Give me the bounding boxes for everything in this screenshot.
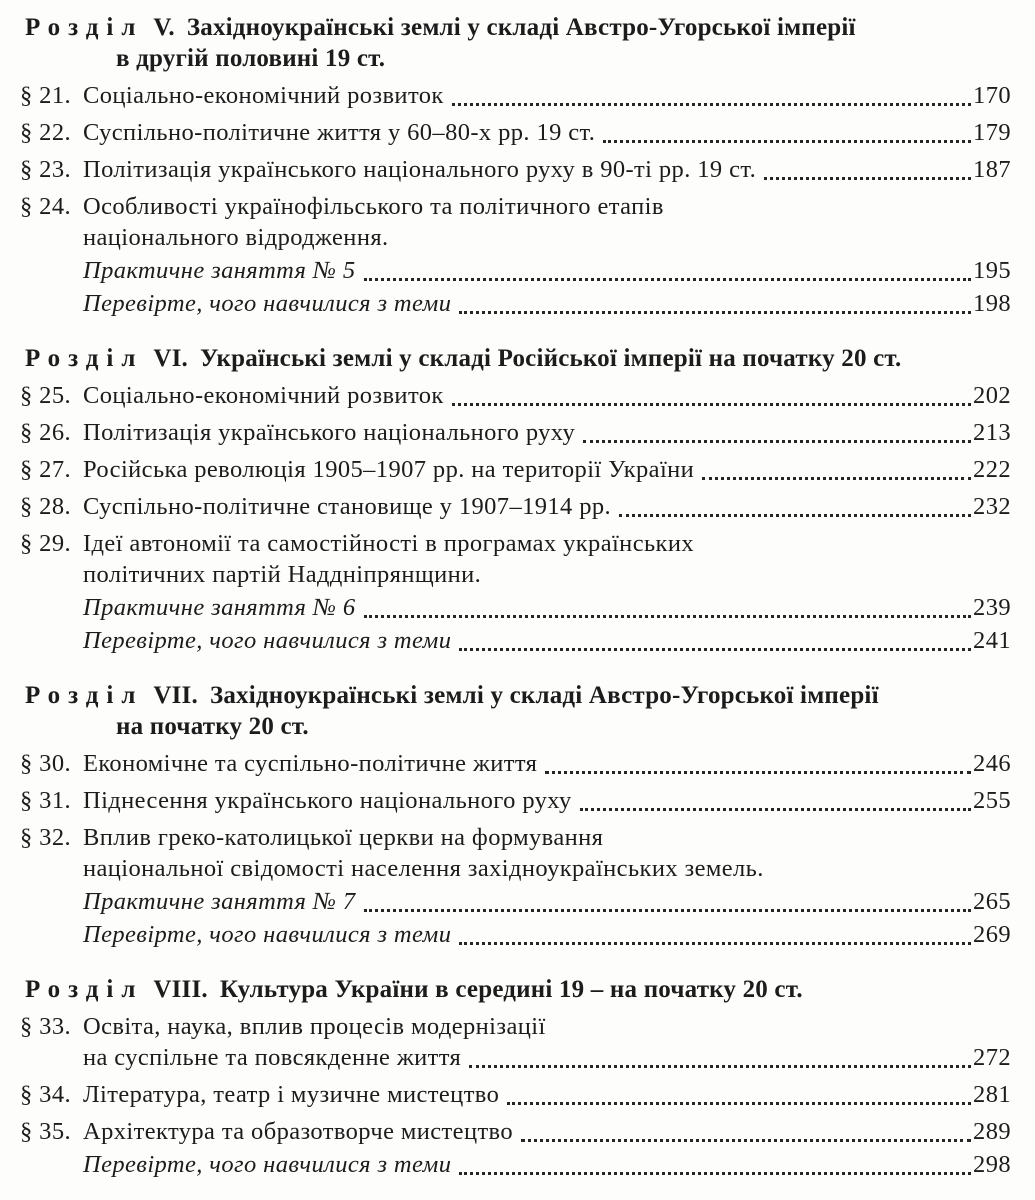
entry-number: § 28. bbox=[20, 493, 71, 520]
toc-entry-line bbox=[20, 560, 1011, 590]
entry-page-number: 265 bbox=[973, 888, 1011, 915]
entry-number: § 27. bbox=[20, 456, 71, 483]
entry-page-number: 187 bbox=[973, 156, 1011, 183]
dot-leader bbox=[507, 1102, 971, 1105]
dot-leader bbox=[521, 1139, 971, 1142]
entry-page-number: 289 bbox=[973, 1118, 1011, 1145]
section-heading-numeral: VIII. bbox=[153, 976, 208, 1003]
toc-entry-line bbox=[20, 1117, 1011, 1147]
entry-page-number: 202 bbox=[973, 382, 1011, 409]
toc-entry-line bbox=[20, 626, 1011, 656]
toc-entry-line bbox=[20, 192, 1011, 222]
entry-page-number: 239 bbox=[973, 594, 1011, 621]
dot-leader bbox=[603, 140, 971, 143]
entry-number: § 26. bbox=[20, 419, 71, 446]
toc-entry-line bbox=[20, 118, 1011, 148]
entry-title: національного відродження. bbox=[83, 224, 389, 251]
section-heading-line bbox=[25, 974, 1011, 1005]
toc-entry-line bbox=[20, 854, 1011, 884]
entry-number: § 31. bbox=[20, 787, 71, 814]
dot-leader bbox=[469, 1065, 971, 1068]
dot-leader bbox=[580, 808, 971, 811]
entry-title: Суспільно-політичне становище у 1907–1914 рр. bbox=[83, 493, 612, 520]
dot-leader bbox=[619, 514, 971, 517]
entry-number: § 23. bbox=[20, 156, 71, 183]
section-heading-line bbox=[25, 12, 1011, 43]
toc-entry-line bbox=[20, 593, 1011, 623]
entry-page-number: 272 bbox=[973, 1044, 1011, 1071]
toc-section bbox=[20, 12, 1011, 319]
section-heading-line: в другій половині 19 ст. bbox=[116, 45, 386, 72]
entry-title: Соціально-економічний розвиток bbox=[83, 382, 444, 409]
entry-title: Вплив греко-католицької церкви на формування bbox=[83, 824, 604, 851]
entry-title: на суспільне та повсякденне життя bbox=[83, 1044, 462, 1071]
entry-title: Особливості українофільського та політичного етапів bbox=[83, 193, 664, 220]
section-heading-word: Розділ bbox=[25, 976, 144, 1003]
entry-number: § 22. bbox=[20, 119, 71, 146]
entry-title: Російська революція 1905–1907 рр. на території України bbox=[83, 456, 695, 483]
entry-title: Піднесення українського національного руху bbox=[83, 787, 572, 814]
toc-entry-line bbox=[20, 920, 1011, 950]
entry-title: Суспільно-політичне життя у 60–80-х рр. 19 ст. bbox=[83, 119, 596, 146]
section-heading bbox=[25, 680, 1011, 742]
dot-leader bbox=[364, 909, 972, 912]
dot-leader bbox=[459, 648, 971, 651]
entry-title: Архітектура та образотворче мистецтво bbox=[83, 1118, 514, 1145]
toc-entry-line bbox=[20, 887, 1011, 917]
entry-page-number: 246 bbox=[973, 750, 1011, 777]
toc-entry-line bbox=[20, 529, 1011, 559]
section-heading-title: Культура України в середині 19 – на початку 20 ст. bbox=[219, 976, 803, 1003]
section-heading-title: Українські землі у складі Російської імперії на початку 20 ст. bbox=[200, 345, 902, 372]
toc-entry-line bbox=[20, 455, 1011, 485]
toc-section bbox=[20, 343, 1011, 656]
entry-title: Ідеї автономії та самостійності в програмах українських bbox=[83, 530, 695, 557]
entry-title: національної свідомості населення західноукраїнських земель. bbox=[83, 855, 764, 882]
toc-entry-line bbox=[20, 1043, 1011, 1073]
entry-title: Економічне та суспільно-політичне життя bbox=[83, 750, 538, 777]
entry-number: § 29. bbox=[20, 530, 71, 557]
entry-title: Політизація українського національного руху bbox=[83, 419, 576, 446]
section-heading-word: Розділ bbox=[25, 682, 144, 709]
dot-leader bbox=[764, 177, 971, 180]
toc-entry-line bbox=[20, 492, 1011, 522]
entry-page-number: 222 bbox=[973, 456, 1011, 483]
entry-number: § 21. bbox=[20, 82, 71, 109]
entry-title: Перевірте, чого навчилися з теми bbox=[83, 627, 452, 654]
entry-page-number: 232 bbox=[973, 493, 1011, 520]
toc-entry-line bbox=[20, 1012, 1011, 1042]
entry-page-number: 179 bbox=[973, 119, 1011, 146]
section-heading-line bbox=[25, 680, 1011, 711]
entry-title: Політизація українського національного руху в 90-ті рр. 19 ст. bbox=[83, 156, 757, 183]
entry-number: § 32. bbox=[20, 824, 71, 851]
toc-entry-line bbox=[20, 823, 1011, 853]
entry-page-number: 170 bbox=[973, 82, 1011, 109]
section-heading bbox=[25, 343, 1011, 374]
toc-entry-line bbox=[20, 1150, 1011, 1180]
toc-section bbox=[20, 974, 1011, 1180]
dot-leader bbox=[452, 103, 971, 106]
entry-title: Практичне заняття № 6 bbox=[83, 594, 356, 621]
entry-number: § 34. bbox=[20, 1081, 71, 1108]
toc-entry-line bbox=[20, 749, 1011, 779]
section-heading bbox=[25, 974, 1011, 1005]
dot-leader bbox=[364, 615, 972, 618]
toc-entry-line bbox=[20, 381, 1011, 411]
section-heading-numeral: V. bbox=[153, 14, 175, 41]
entry-title: Освіта, наука, вплив процесів модернізації bbox=[83, 1013, 546, 1040]
entry-page-number: 195 bbox=[973, 257, 1011, 284]
entry-page-number: 281 bbox=[973, 1081, 1011, 1108]
entry-title: Перевірте, чого навчилися з теми bbox=[83, 290, 452, 317]
section-heading-line bbox=[25, 343, 1011, 374]
entry-title: Практичне заняття № 7 bbox=[83, 888, 356, 915]
entry-page-number: 241 bbox=[973, 627, 1011, 654]
toc-entry-line bbox=[20, 289, 1011, 319]
entry-page-number: 255 bbox=[973, 787, 1011, 814]
toc-entry-line bbox=[20, 223, 1011, 253]
section-heading-title: Західноукраїнські землі у складі Австро-Угорської імперії bbox=[186, 14, 856, 41]
dot-leader bbox=[459, 942, 971, 945]
dot-leader bbox=[452, 403, 971, 406]
dot-leader bbox=[459, 311, 971, 314]
dot-leader bbox=[459, 1172, 971, 1175]
entry-page-number: 298 bbox=[973, 1151, 1011, 1178]
dot-leader bbox=[545, 771, 971, 774]
entry-title: Соціально-економічний розвиток bbox=[83, 82, 444, 109]
entry-number: § 24. bbox=[20, 193, 71, 220]
section-heading-title: Західноукраїнські землі у складі Австро-Угорської імперії bbox=[209, 682, 879, 709]
section-heading-numeral: VII. bbox=[153, 682, 198, 709]
entry-page-number: 269 bbox=[973, 921, 1011, 948]
dot-leader bbox=[364, 278, 972, 281]
entry-title: Перевірте, чого навчилися з теми bbox=[83, 1151, 452, 1178]
entry-number: § 33. bbox=[20, 1013, 71, 1040]
dot-leader bbox=[583, 440, 971, 443]
entry-page-number: 198 bbox=[973, 290, 1011, 317]
dot-leader bbox=[702, 477, 971, 480]
toc-entry-line bbox=[20, 786, 1011, 816]
entry-page-number: 213 bbox=[973, 419, 1011, 446]
entry-number: § 30. bbox=[20, 750, 71, 777]
toc-entry-line bbox=[20, 81, 1011, 111]
entry-title: політичних партій Наддніпрянщини. bbox=[83, 561, 482, 588]
section-heading-word: Розділ bbox=[25, 14, 144, 41]
toc-entry-line bbox=[20, 418, 1011, 448]
toc-entry-line bbox=[20, 155, 1011, 185]
toc-entry-line bbox=[20, 1080, 1011, 1110]
toc-section bbox=[20, 680, 1011, 950]
section-heading-numeral: VI. bbox=[153, 345, 189, 372]
section-heading-line: на початку 20 ст. bbox=[116, 713, 309, 740]
section-heading-word: Розділ bbox=[25, 345, 144, 372]
entry-title: Практичне заняття № 5 bbox=[83, 257, 356, 284]
entry-number: § 25. bbox=[20, 382, 71, 409]
entry-title: Література, театр і музичне мистецтво bbox=[83, 1081, 500, 1108]
toc-entry-line bbox=[20, 256, 1011, 286]
section-heading bbox=[25, 12, 1011, 74]
entry-title: Перевірте, чого навчилися з теми bbox=[83, 921, 452, 948]
entry-number: § 35. bbox=[20, 1118, 71, 1145]
